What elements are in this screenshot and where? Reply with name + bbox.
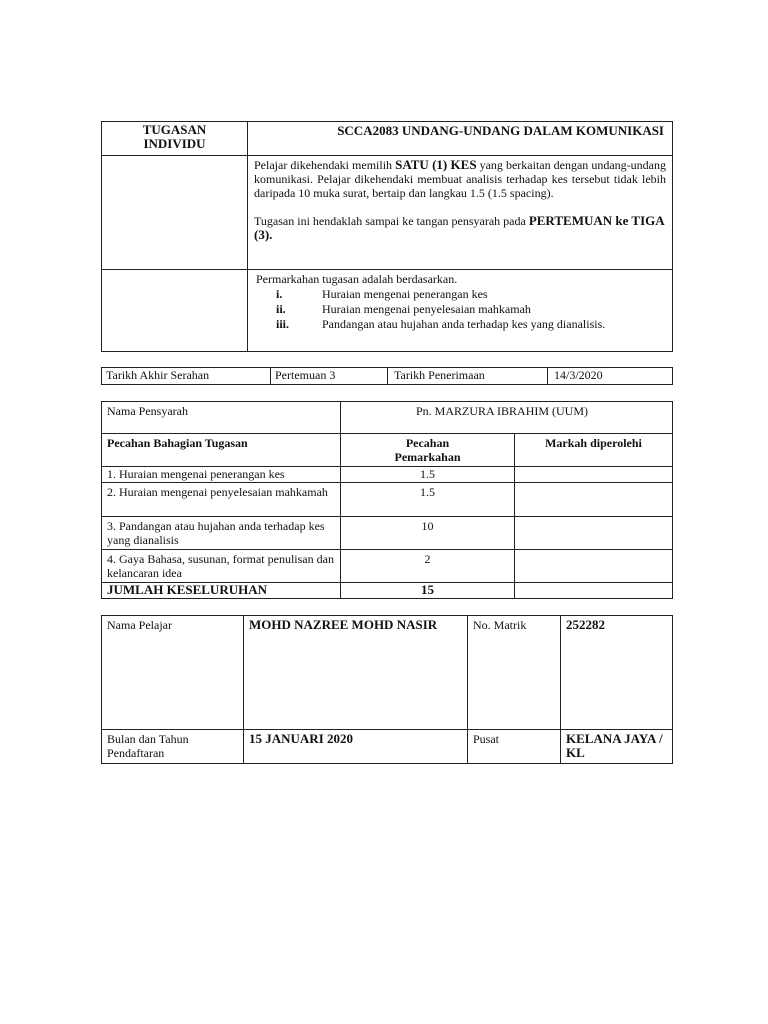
instructions-paragraph-2: Tugasan ini hendaklah sampai ke tangan pensyarah pada PERTEMUAN ke TIGA (3). <box>254 213 664 242</box>
marking-intro: Permarkahan tugasan adalah berdasarkan. <box>256 272 458 286</box>
empty-cell <box>102 156 248 270</box>
lecturer-label: Nama Pensyarah <box>102 402 341 434</box>
section-marks: 1.5 <box>341 467 515 483</box>
total-row <box>102 583 673 599</box>
section-label: 3. Pandangan atau hujahan anda terhadap kes yang dianalisis <box>102 517 341 550</box>
registration-value: 15 JANUARI 2020 <box>244 730 468 764</box>
col-header-obtained: Markah diperolehi <box>515 434 673 467</box>
matric-value: 252282 <box>561 616 673 730</box>
marking-criteria-cell <box>248 270 673 352</box>
section-marks: 2 <box>341 550 515 583</box>
section-marks: 1.5 <box>341 483 515 517</box>
section-label: 2. Huraian mengenai penyelesaian mahkamah <box>102 483 341 517</box>
total-value: 15 <box>341 583 515 599</box>
section-obtained <box>515 517 673 550</box>
col-header-section: Pecahan Bahagian Tugasan <box>102 434 341 467</box>
table-row <box>102 517 673 550</box>
matric-label: No. Matrik <box>468 616 561 730</box>
instructions-cell <box>248 156 673 270</box>
section-marks: 10 <box>341 517 515 550</box>
course-title: SCCA2083 UNDANG-UNDANG DALAM KOMUNIKASI <box>248 122 673 156</box>
student-info-table <box>101 615 673 764</box>
satu-kes-emphasis: SATU (1) KES <box>395 157 477 172</box>
deadline-label: Tarikh Akhir Serahan <box>102 368 271 385</box>
empty-cell <box>102 270 248 352</box>
tugasan-label: TUGASAN INDIVIDU <box>102 122 248 156</box>
center-value: KELANA JAYA / KL <box>561 730 673 764</box>
col-header-breakdown: Pecahan Pemarkahan <box>341 434 515 467</box>
marking-item: iii. Pandangan atau hujahan anda terhadap kes yang dianalisis. <box>276 317 606 331</box>
marking-item: i. Huraian mengenai penerangan kes <box>276 287 488 301</box>
deadline-emphasis: PERTEMUAN ke TIGA (3). <box>254 213 664 242</box>
center-label: Pusat <box>468 730 561 764</box>
lecturer-name: Pn. MARZURA IBRAHIM (UUM) <box>341 402 673 434</box>
section-obtained <box>515 467 673 483</box>
registration-label: Bulan dan Tahun Pendaftaran <box>102 730 244 764</box>
total-obtained <box>515 583 673 599</box>
marking-item: ii. Huraian mengenai penyelesaian mahkamah <box>276 302 531 316</box>
table-row <box>102 550 673 583</box>
total-label: JUMLAH KESELURUHAN <box>102 583 341 599</box>
table-row <box>102 483 673 517</box>
received-value: 14/3/2020 <box>548 368 673 385</box>
scoring-table <box>101 401 673 599</box>
section-obtained <box>515 483 673 517</box>
section-label: 4. Gaya Bahasa, susunan, format penulisan dan kelancaran idea <box>102 550 341 583</box>
student-name-value: MOHD NAZREE MOHD NASIR <box>244 616 468 730</box>
received-label: Tarikh Penerimaan <box>388 368 548 385</box>
instructions-paragraph-1: Pelajar dikehendaki memilih SATU (1) KES yang berkaitan dengan undang-undang komunikasi. Pelajar dikehendaki membuat analisis terhadap kes tersebut tidak lebih daripada 10 muka surat, bertaip dan langkau 1.5 (1.5 spacing). <box>254 157 666 200</box>
section-obtained <box>515 550 673 583</box>
assignment-info-table <box>101 121 673 352</box>
table-row <box>102 467 673 483</box>
student-name-label: Nama Pelajar <box>102 616 244 730</box>
deadline-value: Pertemuan 3 <box>271 368 388 385</box>
section-label: 1. Huraian mengenai penerangan kes <box>102 467 341 483</box>
dates-table <box>101 367 673 385</box>
